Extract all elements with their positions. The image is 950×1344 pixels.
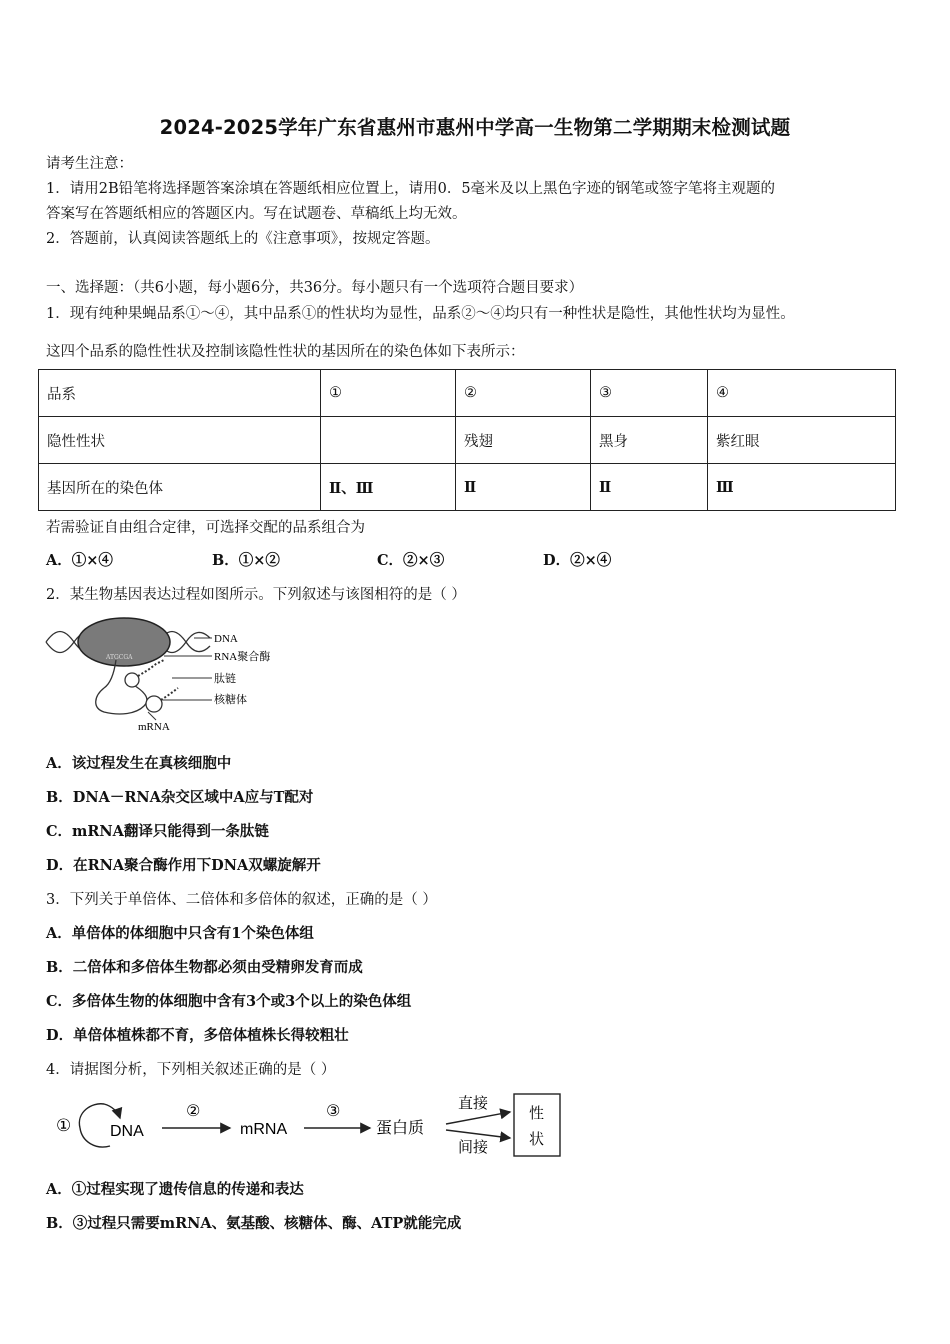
notice-item-1-cont: 答案写在答题纸相应的答题区内。写在试题卷、草稿纸上均无效。	[46, 206, 467, 222]
table-cell	[321, 417, 456, 464]
gene-expression-figure	[44, 612, 284, 734]
q1-stem-line1: 1．现有纯种果蝇品系①～④，其中品系①的性状均为显性，品系②～④均只有一种性状是隐性，其他性状均为显性。	[46, 306, 795, 322]
table-cell: ②	[456, 370, 591, 417]
q1-option-a: A．①×④	[46, 552, 113, 569]
q2-option-b: B．DNA－RNA杂交区域中A应与T配对	[46, 789, 314, 806]
table-cell: ④	[708, 370, 896, 417]
label-protein: 蛋白质	[376, 1118, 425, 1137]
label-process-2: ②	[186, 1101, 201, 1120]
table-cell: 隐性性状	[39, 417, 321, 464]
notice-heading: 请考生注意：	[46, 156, 133, 172]
q2-stem: 2．某生物基因表达过程如图所示。下列叙述与该图相符的是（ ）	[46, 587, 466, 603]
label-direct: 直接	[458, 1094, 489, 1112]
strain-table	[38, 369, 896, 511]
label-dna: DNA	[110, 1123, 144, 1140]
indirect-arrow	[446, 1130, 510, 1138]
hybrid-bases: ATGCGA	[106, 654, 133, 661]
q3-option-c: C．多倍体生物的体细胞中含有3个或3个以上的染色体组	[46, 993, 412, 1010]
mrna-strand	[96, 660, 147, 714]
q1-stem-line2: 这四个品系的隐性性状及控制该隐性性状的基因所在的染色体如下表所示：	[46, 344, 525, 360]
label-dna: DNA	[214, 633, 238, 645]
label-mrna: mRNA	[240, 1121, 288, 1138]
q3-option-a: A．单倍体的体细胞中只含有1个染色体组	[46, 925, 314, 942]
q4-option-b: B．③过程只需要mRNA、氨基酸、核糖体、酶、ATP就能完成	[46, 1215, 462, 1232]
table-row	[39, 464, 896, 511]
table-row	[39, 370, 896, 417]
table-cell: 残翅	[456, 417, 591, 464]
label-process-3: ③	[326, 1101, 341, 1120]
table-cell: 基因所在的染色体	[39, 464, 321, 511]
q1-option-d: D．②×④	[543, 552, 612, 569]
table-cell: ③	[591, 370, 708, 417]
label-rna-polymerase: RNA聚合酶	[214, 651, 271, 663]
q4-option-a: A．①过程实现了遗传信息的传递和表达	[46, 1181, 304, 1198]
q3-option-d: D．单倍体植株都不育，多倍体植株长得较粗壮	[46, 1027, 349, 1044]
central-dogma-figure	[54, 1090, 584, 1162]
table-cell: ①	[321, 370, 456, 417]
table-cell: 紫红眼	[708, 417, 896, 464]
q1-question: 若需验证自由组合定律，可选择交配的品系组合为	[46, 520, 365, 536]
notice-item-1: 1．请用2B铅笔将选择题答案涂填在答题纸相应位置上，请用0．5毫米及以上黑色字迹的钢笔或签字笔将主观题的	[46, 181, 776, 197]
label-trait-2: 状	[529, 1130, 545, 1148]
notice-item-2: 2．答题前，认真阅读答题纸上的《注意事项》，按规定答题。	[46, 231, 440, 247]
section-heading: 一、选择题：（共6小题，每小题6分，共36分。每小题只有一个选项符合题目要求）	[46, 280, 584, 296]
label-peptide: 肽链	[214, 673, 236, 685]
table-cell: Ⅲ	[708, 464, 896, 511]
table-cell: 品系	[39, 370, 321, 417]
label-mrna: mRNA	[138, 721, 170, 733]
q2-option-a: A．该过程发生在真核细胞中	[46, 755, 232, 772]
leader-line	[148, 712, 156, 720]
table-row	[39, 417, 896, 464]
page-title: 2024-2025学年广东省惠州市惠州中学高一生物第二学期期末检测试题	[159, 116, 791, 139]
q1-option-b: B．①×②	[212, 552, 280, 569]
label-process-1: ①	[56, 1116, 72, 1136]
label-indirect: 间接	[458, 1138, 489, 1156]
q3-option-b: B．二倍体和多倍体生物都必须由受精卵发育而成	[46, 959, 363, 976]
q3-stem: 3．下列关于单倍体、二倍体和多倍体的叙述，正确的是（ ）	[46, 892, 437, 908]
peptide-chain-2	[161, 688, 178, 700]
label-trait-1: 性	[529, 1104, 545, 1122]
ribosome-2	[146, 696, 162, 712]
label-ribosome: 核糖体	[214, 694, 247, 706]
table-cell: Ⅱ、Ⅲ	[321, 464, 456, 511]
q2-option-d: D．在RNA聚合酶作用下DNA双螺旋解开	[46, 857, 321, 874]
q2-option-c: C．mRNA翻译只能得到一条肽链	[46, 823, 269, 840]
replication-loop	[80, 1128, 110, 1147]
ribosome-1	[125, 673, 139, 687]
q4-stem: 4．请据图分析，下列相关叙述正确的是（ ）	[46, 1062, 336, 1078]
q1-option-c: C．②×③	[377, 552, 445, 569]
direct-arrow	[446, 1112, 510, 1124]
table-cell: 黑身	[591, 417, 708, 464]
table-cell: Ⅱ	[456, 464, 591, 511]
table-cell: Ⅱ	[591, 464, 708, 511]
